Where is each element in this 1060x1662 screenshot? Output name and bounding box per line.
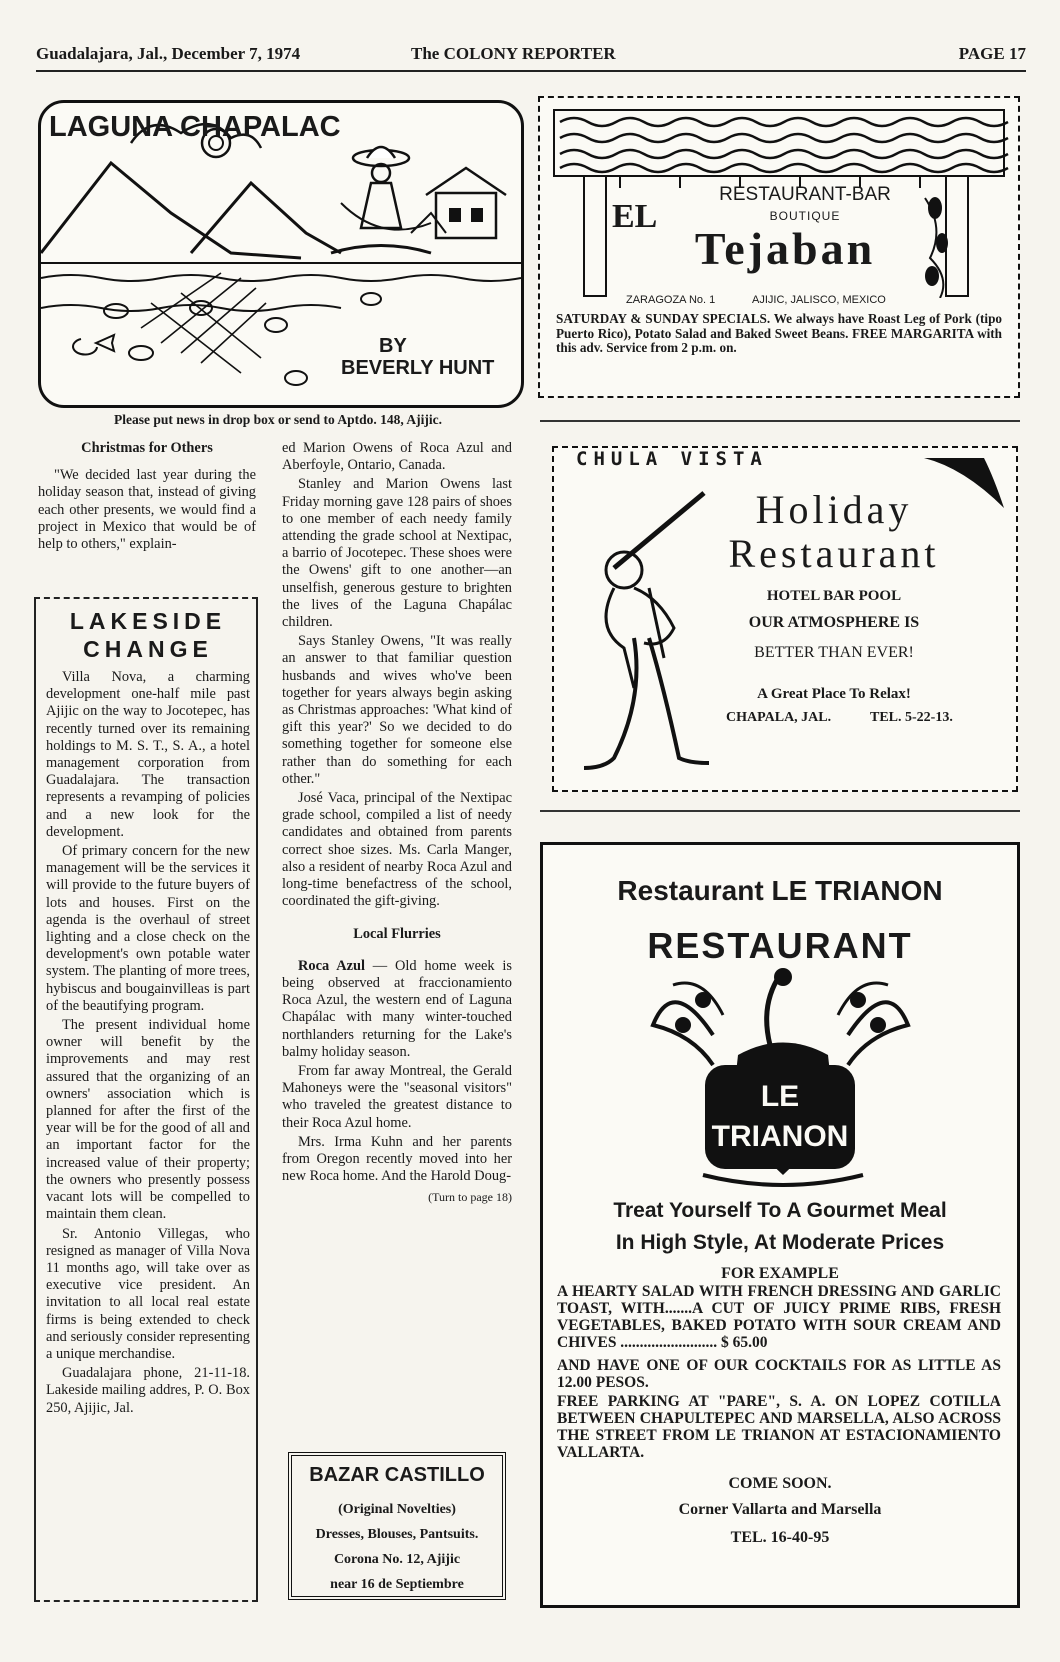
chula-amenities: HOTEL BAR POOL xyxy=(766,588,902,604)
christmas-text-1: "We decided last year during the holiday season that, instead of giving each other presents, we would find a project in Mexico that would be of help to others," explain- xyxy=(38,467,256,553)
laguna-chapalac-logo xyxy=(38,100,524,408)
dateline: Guadalajara, Jal., December 7, 1974 xyxy=(36,44,301,63)
tejaban-boutique: BOUTIQUE xyxy=(769,209,841,223)
christmas-story-part2 xyxy=(282,440,512,1207)
trianon-cocktails: AND HAVE ONE OF OUR COCKTAILS FOR AS LITTLE AS 12.00 PESOS. xyxy=(557,1357,1001,1391)
bazar-line-3: Corona No. 12, Ajijic xyxy=(333,1552,461,1567)
chula-top: CHULA VISTA xyxy=(576,448,768,470)
bazar-line-1: (Original Novelties) xyxy=(338,1502,456,1517)
trianon-example-head: FOR EXAMPLE xyxy=(721,1265,839,1282)
trianon-badge xyxy=(705,1065,855,1169)
trianon-badge-line-1: LE xyxy=(760,1080,800,1113)
lakeside-title-2: CHANGE xyxy=(83,636,213,662)
chula-slogan-1: OUR ATMOSPHERE IS xyxy=(748,614,920,631)
christmas-text-4: Says Stanley Owens, "It was really an answer to that familiar question husbands and wives who've been together for years always begin asking as Christmas approaches: 'What kind of gift this year?' So we decided to do something together for someone else rather than do something for each other." xyxy=(282,633,512,787)
trianon-title: Restaurant LE TRIANON xyxy=(617,875,943,906)
chula-slogan-2: BETTER THAN EVER! xyxy=(754,644,914,661)
chula-city: CHAPALA, JAL. xyxy=(726,710,832,725)
logo-author: BEVERLY HUNT xyxy=(341,357,495,379)
christmas-text-3: Stanley and Marion Owens last Friday morning gave 128 pairs of shoes to one member of each needy family attending the grade school at Nextipac, a barrio of Jocotepec. These shoes were the Owens' gift to one another—an unselfish, generous gesture to brighten the lives of the Laguna Chapálac children. xyxy=(282,476,512,631)
flurries-para-1: — Old home week is being observed at fraccionamiento Roca Azul, the western end of Laguna Chapálac with many winter-touched northlanders returning for the Lake's balmy holiday season. xyxy=(282,957,512,1060)
lakeside-title-1: LAKESIDE xyxy=(69,608,227,634)
logo-by: BY xyxy=(379,335,407,357)
trianon-script: RESTAURANT xyxy=(647,925,913,966)
le-trianon-ad xyxy=(540,842,1020,1608)
bazar-name: BAZAR CASTILLO xyxy=(309,1464,485,1486)
tejaban-address: ZARAGOZA No. 1 xyxy=(626,294,716,306)
christmas-text-2: ed Marion Owens of Roca Azul and Aberfoyle, Ontario, Canada. xyxy=(282,440,512,474)
bazar-line-4: near 16 de Septiembre xyxy=(330,1577,464,1592)
lakeside-change-box xyxy=(34,597,258,1602)
trianon-tagline-1: Treat Yourself To A Gourmet Meal xyxy=(613,1199,947,1222)
divider xyxy=(540,420,1020,422)
trianon-parking: FREE PARKING AT "PARE", S. A. ON LOPEZ COTILLA BETWEEN CHAPULTEPEC AND MARSELLA, ALSO ACROSS THE STREET FROM LE TRIANON AT ESTACIONAMIENTO VALLARTA. xyxy=(557,1393,1001,1461)
chula-phone: TEL. 5-22-13. xyxy=(870,710,953,725)
page-header xyxy=(36,40,1026,72)
christmas-story-part1 xyxy=(38,440,256,555)
trianon-example-body: A HEARTY SALAD WITH FRENCH DRESSING AND GARLIC TOAST, WITH.......A CUT OF JUICY PRIME RIBS, FRESH VEGETABLES, BAKED POTATO WITH SOUR CREAM AND CHIVES ......................... $ 65.00 xyxy=(557,1283,1001,1351)
bazar-line-2: Dresses, Blouses, Pantsuits. xyxy=(315,1527,479,1542)
lakeside-para-1: Villa Nova, a charming development one-half mile past Ajijic on the way to Jocotepec, has recently turned over its remaining holdings to M. S. T., S. A., a hotel management corporation from Guadalajara. The transaction represents a revamping of policies and a new look for the development. xyxy=(46,669,250,840)
tejaban-kind: RESTAURANT-BAR xyxy=(719,184,891,205)
logo-title: LAGUNA CHAPALAC xyxy=(49,111,341,143)
lakeside-para-3: The present individual home owner will benefit by the improvements and may rest assured that the organizing of an owners' association which is planned for after the first of the year will be for the good of all and an important factor for the increased value of their property; the owners who presently possess vacant lots will be compelled to maintain them clean. xyxy=(46,1017,250,1223)
newspaper-name: The COLONY REPORTER xyxy=(411,44,616,63)
chula-tagline: A Great Place To Relax! xyxy=(757,686,911,702)
lakeside-para-2: Of primary concern for the new management will be the services it will provide to the future buyers of lots and houses. First on the agenda is the overhaul of street lighting and a close check on the development's own potable water system. The planting of more trees, hybiscus and bougainvilleas is part of the beautifying program. xyxy=(46,843,250,1014)
tejaban-city: AJIJIC, JALISCO, MEXICO xyxy=(752,294,886,306)
trianon-phone: TEL. 16-40-95 xyxy=(730,1529,830,1546)
chula-name-1: Holiday xyxy=(755,487,913,532)
trianon-come-soon: COME SOON. xyxy=(728,1475,832,1492)
lakeside-para-5: Guadalajara phone, 21-11-18. Lakeside mailing addres, P. O. Box 250, Ajijic, Jal. xyxy=(46,1365,250,1416)
bazar-castillo-ad xyxy=(288,1452,506,1600)
flurries-heading: Local Flurries xyxy=(353,926,441,943)
chula-vista-ad xyxy=(552,446,1018,792)
jump-line: (Turn to page 18) xyxy=(428,1190,512,1205)
divider xyxy=(540,810,1020,812)
tejaban-el: EL xyxy=(612,198,658,235)
trianon-badge-line-2: TRIANON xyxy=(711,1120,849,1153)
christmas-heading: Christmas for Others xyxy=(81,440,213,456)
flurries-para-3: Mrs. Irma Kuhn and her parents from Oregon recently moved into her new Roca home. And the Harold Doug- xyxy=(282,1133,512,1185)
trianon-tagline-2: In High Style, At Moderate Prices xyxy=(615,1231,945,1254)
flurries-para-2: From far away Montreal, the Gerald Mahoneys were the "seasonal visitors" who traveled the greatest distance to their Roca Azul home. xyxy=(282,1062,512,1131)
christmas-text-5: José Vaca, principal of the Nextipac grade school, compiled a list of needy candidates and obtained from parents correct shoe sizes. Ms. Carla Manger, also a resident of nearby Roca Azul and long-time benefactress of the school, coordinated the gift-giving. xyxy=(282,790,512,910)
tejaban-name: Tejaban xyxy=(694,223,876,274)
el-tejaban-ad xyxy=(538,96,1020,398)
lakeside-para-4: Sr. Antonio Villegas, who resigned as manager of Villa Nova 11 months ago, will take over as executive vice president. An invitation to all local real estate firms is being extended to check and seriously consider representing a unique merchandise. xyxy=(46,1225,250,1362)
chula-name-2: Restaurant xyxy=(728,531,940,576)
page-number: PAGE 17 xyxy=(958,44,1026,63)
flurries-lead: Roca Azul xyxy=(298,957,365,974)
news-notice: Please put news in drop box or send to Aptdo. 148, Ajijic. xyxy=(113,412,443,427)
tejaban-specials: SATURDAY & SUNDAY SPECIALS. We always have Roast Leg of Pork (tipo Puerto Rico), Potato Salad and Baked Sweet Beans. FREE MARGARITA with this adv. Service from 2 p.m. on. xyxy=(556,311,1002,356)
trianon-corner: Corner Vallarta and Marsella xyxy=(678,1501,882,1518)
